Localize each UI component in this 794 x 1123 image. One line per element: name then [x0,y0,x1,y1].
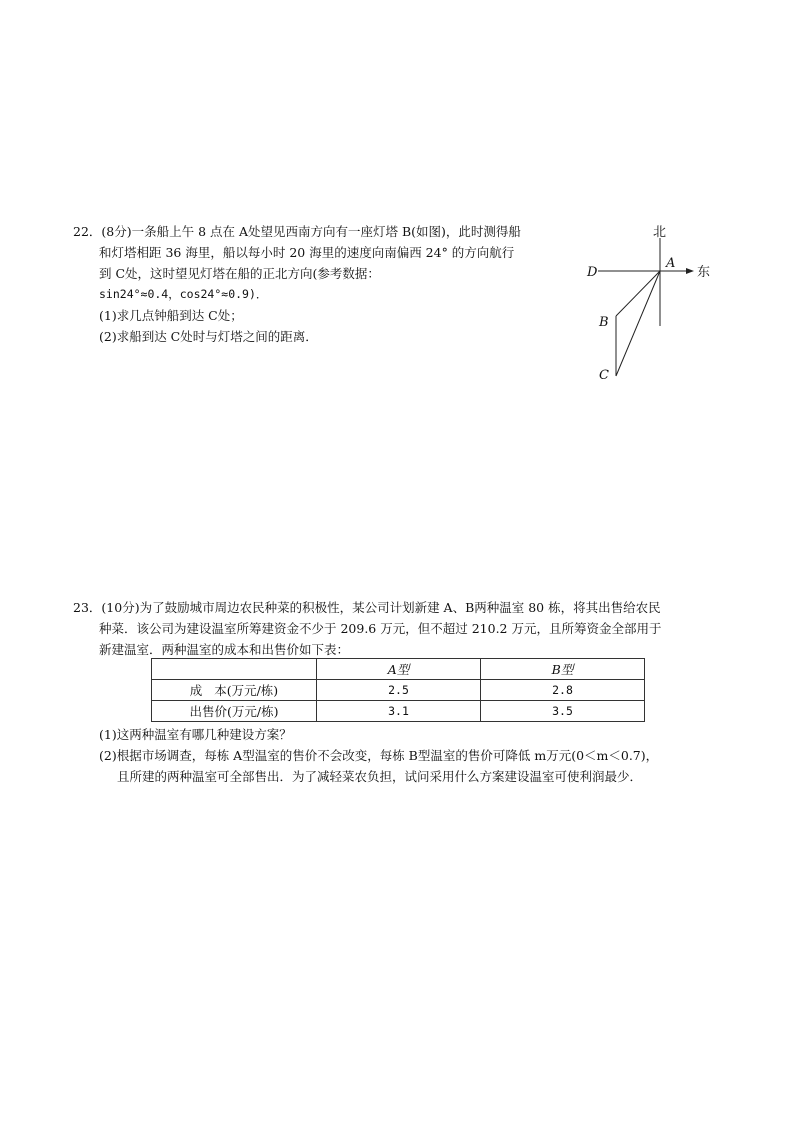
point-d-label: D [587,265,598,280]
table-row [152,680,645,701]
greenhouse-cost-table [151,658,645,722]
table-header-cell [152,659,317,680]
table-cell: 2.8 [481,680,645,701]
table-cell: 2.5 [317,680,481,701]
q22-line-3: 到 C处，这时望见灯塔在船的正北方向(参考数据： [99,266,380,281]
q22-reference-data: sin24°≈0.4，cos24°≈0.9)． [99,287,268,301]
q23-sub-question-2: (2)根据市场调查，每栋 A型温室的售价不会改变，每栋 B型温室的售价可降低 m万元(0＜m＜0.7)， [99,748,659,763]
north-label: 北 [653,225,667,240]
east-label: 东 [697,265,711,280]
q23-sub-questions [73,724,733,787]
segment-ab [616,271,660,316]
table-row [152,701,645,722]
table-header-cell: B型 [481,659,645,680]
q22-line-2: 和灯塔相距 36 海里，船以每小时 20 海里的速度向南偏西 24° 的方向航行 [99,245,515,260]
point-b-label: B [599,315,609,330]
question-22 [73,221,583,347]
q23-line-2: 种菜．该公司为建设温室所筹建资金不少于 209.6 万元，但不超过 210.2 万元，且所筹资金全部用于 [99,621,662,636]
segment-ac [616,271,660,376]
q23-sub-question-2-cont: 且所建的两种温室可全部售出．为了减轻菜农负担，试问采用什么方案建设温室可使利润最少． [117,769,643,784]
point-a-label: A [666,256,676,271]
table-cell: 3.5 [481,701,645,722]
table-header-row [152,659,645,680]
q23-line-1: 23．(10分)为了鼓励城市周边农民种菜的积极性，某公司计划新建 A、B两种温室 80 栋，将其出售给农民 [73,600,661,615]
question-23 [73,597,733,660]
q23-line-3: 新建温室．两种温室的成本和出售价如下表： [99,642,350,657]
q23-sub-question-1: (1)这两种温室有哪几种建设方案？ [99,727,292,742]
table-row-label: 成 本(万元/栋) [152,680,317,701]
table-row-label: 出售价(万元/栋) [152,701,317,722]
q22-line-1: 22．(8分)一条船上午 8 点在 A处望见西南方向有一座灯塔 B(如图)，此时测得船 [73,224,521,239]
q22-sub-question-2: (2)求船到达 C处时与灯塔之间的距离． [99,329,318,344]
q22-sub-question-1: (1)求几点钟船到达 C处； [99,308,243,323]
ship-lighthouse-diagram [582,220,722,390]
table-cell: 3.1 [317,701,481,722]
table-header-cell: A型 [317,659,481,680]
east-arrow-head [686,268,694,274]
point-c-label: C [599,368,609,383]
